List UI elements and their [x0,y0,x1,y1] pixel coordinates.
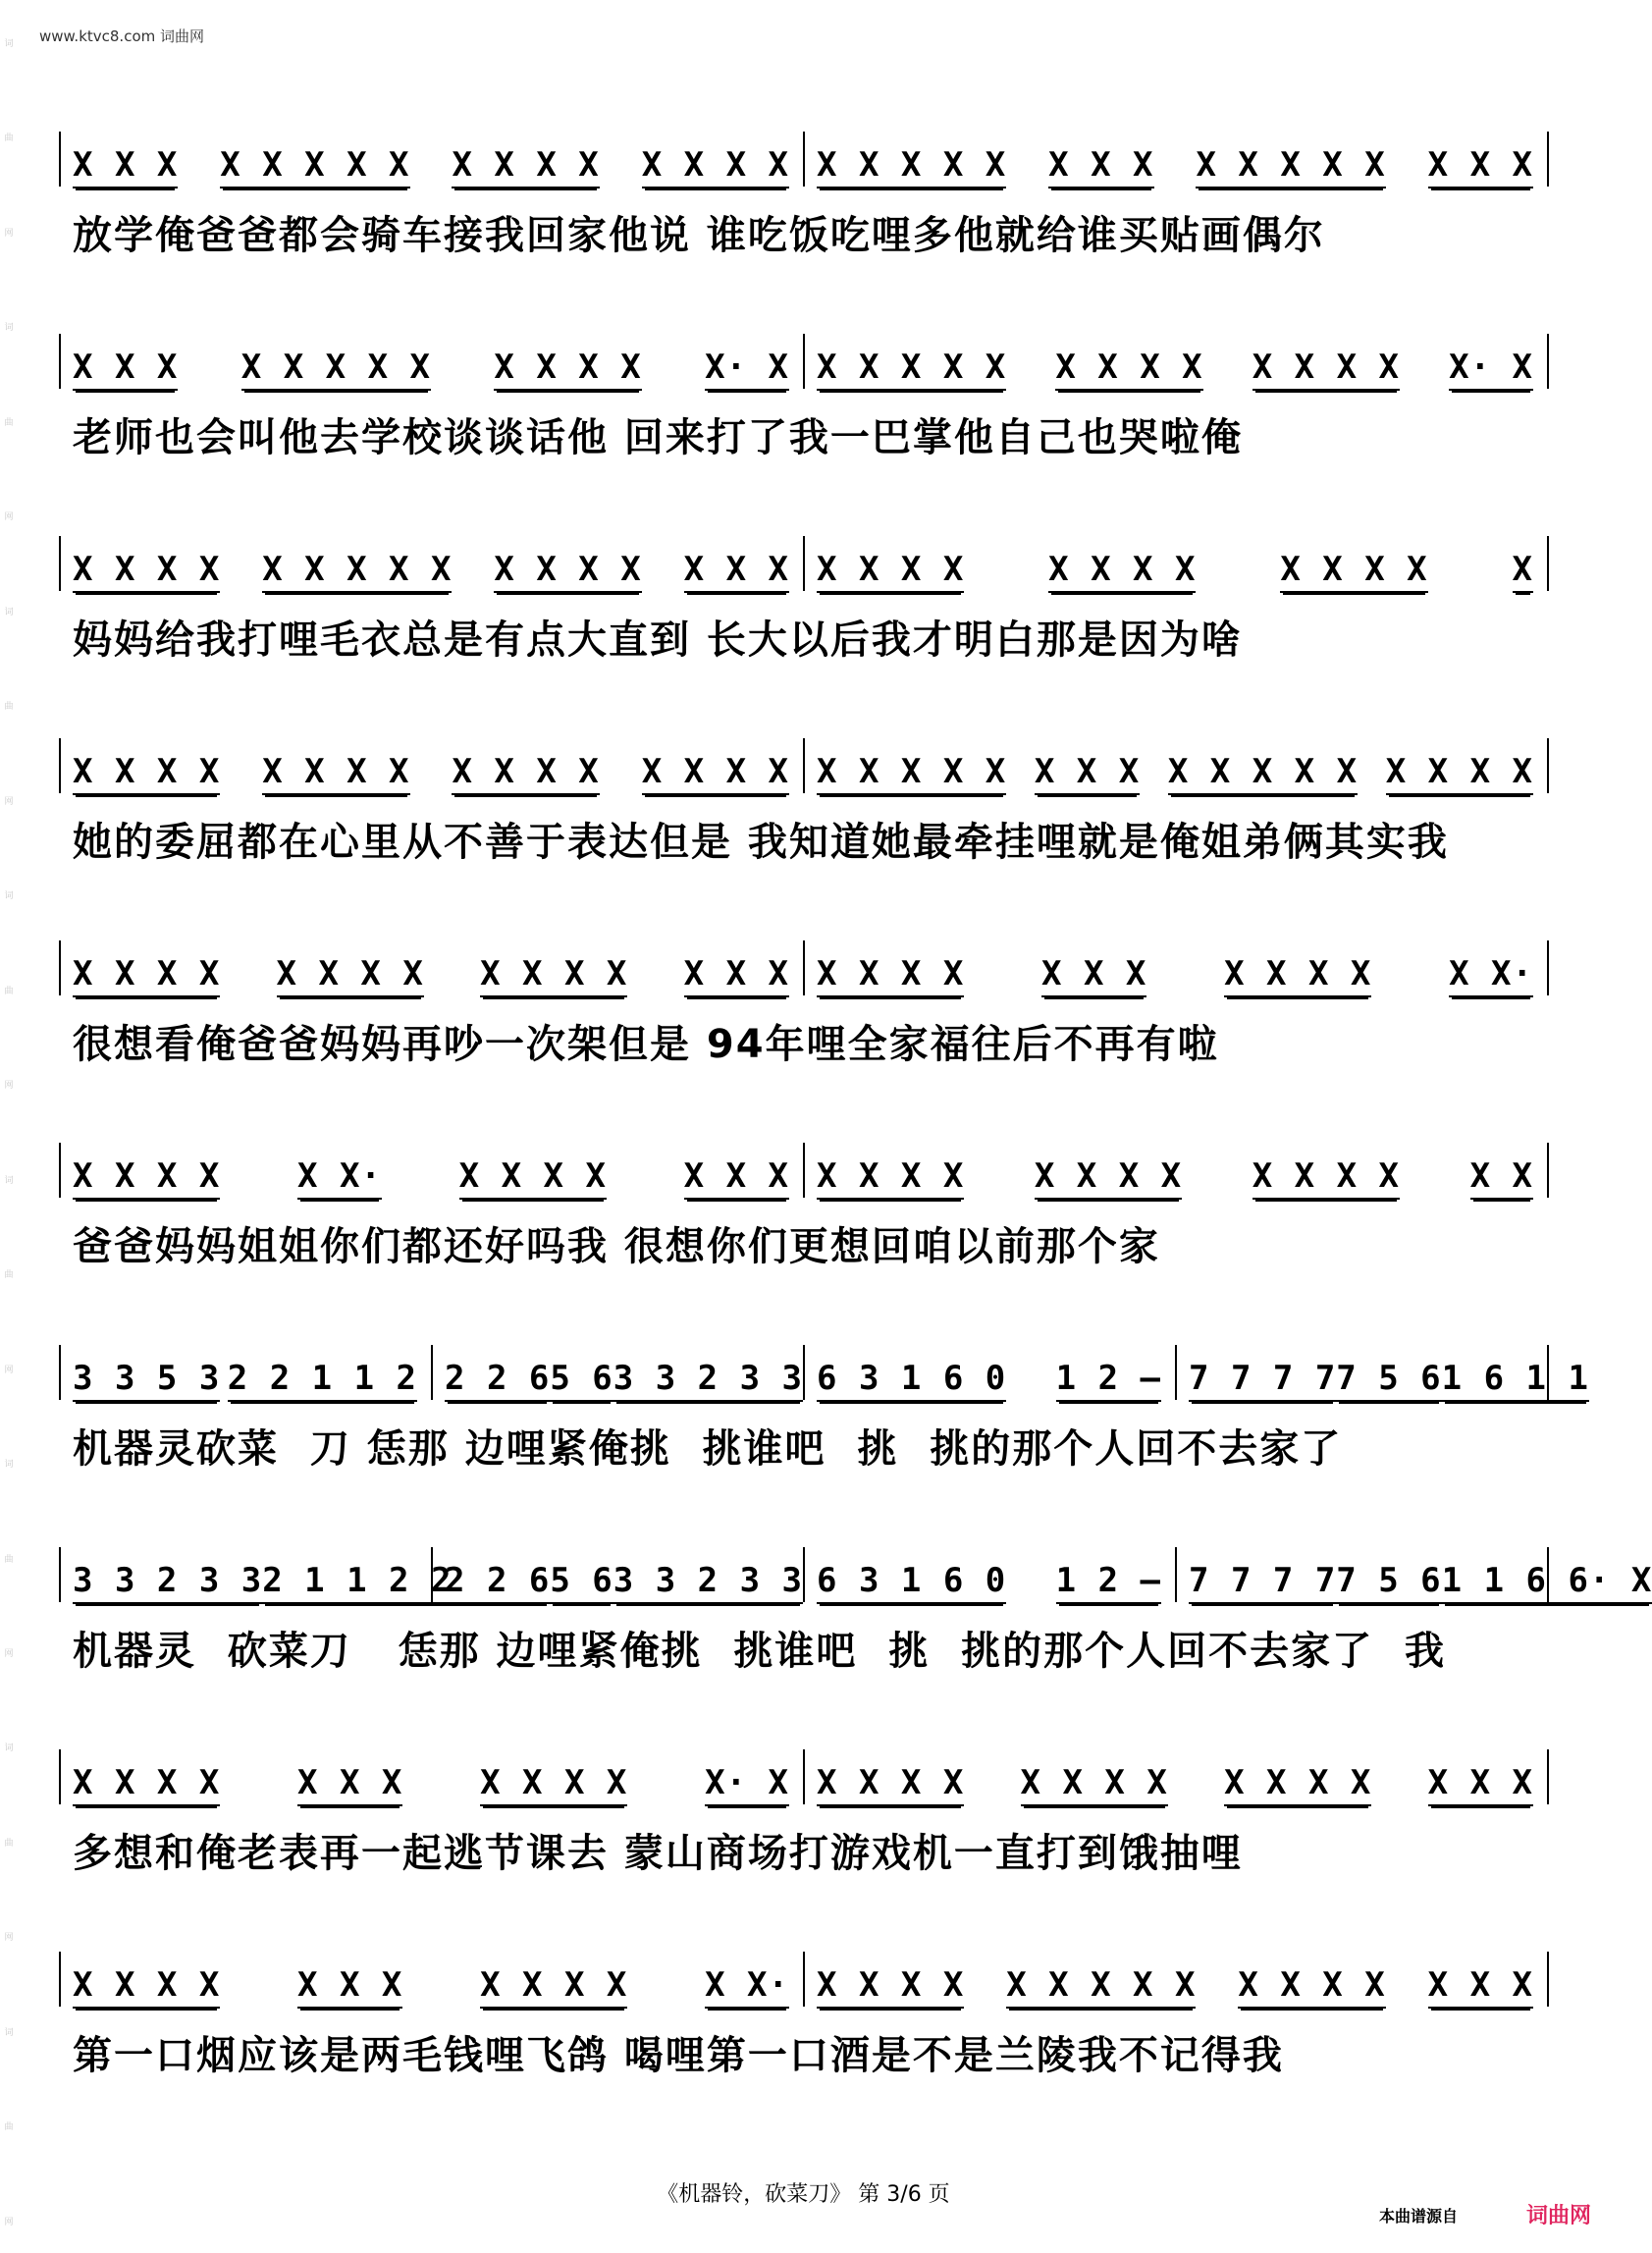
barline [1547,334,1549,389]
measure [73,130,789,188]
note-group: X· X [705,1763,789,1806]
note-group: X X X [1428,1965,1533,2009]
measure [445,1343,804,1402]
watermark-glyph: 曲 [4,2122,14,2133]
note-group: 3 3 2 3 3 [613,1359,803,1402]
note-group: X· X [705,348,789,391]
barline [59,1547,61,1602]
source-credit: 本曲谱源自 [1379,2207,1459,2226]
page-footer: 《机器铃，砍菜刀》 第 3/6 页 [657,2182,950,2207]
note-group: X X X X [1252,1156,1400,1200]
note-group: X X X X [73,1965,220,2009]
note-group: 7 7 7 7 [1189,1561,1336,1604]
watermark-glyph: 曲 [4,1270,14,1281]
note-group: X X X X [459,1156,607,1200]
barline [803,1952,805,2007]
note-group: 2 2 6 [445,1561,550,1604]
measure [817,1141,1533,1200]
note-group: X X X X [1280,550,1427,593]
note-group: X X X X [480,1763,627,1806]
score-system [59,1119,1551,1321]
watermark-glyph: 曲 [4,417,14,428]
score-system [59,1321,1589,1524]
note-group: X X X X [1055,348,1202,391]
watermark-glyph: 词 [4,39,14,49]
barline [803,738,805,793]
watermark-glyph: 曲 [4,1554,14,1565]
watermark-glyph: 词 [4,2027,14,2038]
note-group: X X X X [73,1156,220,1200]
note-group: X X X X X [220,145,409,188]
note-group: X X X X X [241,348,431,391]
watermark-glyph: 网 [4,1081,14,1092]
note-group: X X X X [452,145,599,188]
barline [1175,1345,1177,1400]
barline [1547,1952,1549,2007]
note-group: X X X X [73,954,220,997]
score-system [59,715,1551,917]
barline [431,1345,433,1400]
note-group: X X X X [480,1965,627,2009]
note-group: 1 1 6 6· X [1442,1561,1652,1604]
measure [1189,1545,1652,1604]
note-group: X X X X [494,550,641,593]
watermark-glyph: 曲 [4,986,14,996]
note-group: X X X X [1224,1763,1371,1806]
measure [817,736,1533,795]
watermark-glyph: 网 [4,512,14,523]
measure [73,736,789,795]
watermark-glyph: 词 [4,607,14,617]
note-group: X X X X X [817,752,1006,795]
watermark-glyph: 词 [4,1460,14,1471]
note-group: X X X X [73,1763,220,1806]
watermark-glyph: 曲 [4,134,14,144]
note-group: X X X [73,145,178,188]
watermark-glyph: 网 [4,228,14,239]
note-group: X X X X X [1196,145,1385,188]
score-system [59,108,1551,310]
measure [73,1545,453,1604]
note-group: X X X X [73,752,220,795]
score-system [59,1524,1652,1726]
watermark-glyph: 词 [4,1175,14,1186]
note-group: X X X [297,1965,402,2009]
note-group: X X· [705,1965,789,2009]
note-group: 3 3 2 3 3 [613,1561,803,1604]
barline [59,1143,61,1198]
barline [803,1345,805,1400]
note-group: X X X X X [1006,1965,1196,2009]
note-group: X X· [297,1156,382,1200]
note-group: X X X [1428,1763,1533,1806]
lyric-line: 第一口烟应该是两毛钱哩飞鸽 喝哩第一口酒是不是兰陵我不记得我 [73,2033,1284,2078]
lyric-line: 爸爸妈妈姐姐你们都还好吗我 很想你们更想回咱以前那个家 [73,1224,1160,1269]
watermark-glyph: 曲 [4,1838,14,1849]
note-group: X X X X [1224,954,1371,997]
barline [1175,1547,1177,1602]
measure [73,534,789,593]
note-group: 3 3 2 3 3 [73,1561,262,1604]
measure [73,1343,417,1402]
note-group: X X X X [494,348,641,391]
note-group: 7 7 7 7 [1189,1359,1336,1402]
watermark-glyph: 词 [4,323,14,334]
note-group: X X X X X [262,550,452,593]
note-group: X X X [1428,145,1533,188]
note-group: X X X [1041,954,1146,997]
note-group: X X X X [73,550,220,593]
note-group: X [1513,550,1533,593]
barline [59,334,61,389]
lyric-line: 机器灵 砍菜刀 恁那 边哩紧俺挑 挑谁吧 挑 挑的那个人回不去家了 我 [73,1629,1446,1674]
note-group: 7 5 6 [1336,1561,1441,1604]
lyric-line: 机器灵砍菜 刀 恁那 边哩紧俺挑 挑谁吧 挑 挑的那个人回不去家了 [73,1426,1343,1472]
note-group: 2 1 1 2 2 [262,1561,452,1604]
measure [817,1545,1161,1604]
barline [1547,132,1549,187]
lyric-line: 老师也会叫他去学校谈谈话他 回来打了我一巴掌他自己也哭啦俺 [73,415,1243,460]
note-group: X X X X [1238,1965,1385,2009]
note-group: X X X X [817,1965,964,2009]
note-group: X X [1470,1156,1533,1200]
note-group: 5 6 [550,1561,613,1604]
barline [1547,1749,1549,1804]
note-group: X X X [73,348,178,391]
measure [73,1141,789,1200]
watermark-glyph: 网 [4,2217,14,2227]
barline [1547,738,1549,793]
note-group: X X X X [277,954,424,997]
note-group: 6 3 1 6 0 [817,1561,1006,1604]
lyric-line: 她的委屈都在心里从不善于表达但是 我知道她最牵挂哩就是俺姐弟俩其实我 [73,820,1449,865]
measure [73,1747,789,1806]
barline [59,536,61,591]
note-group: 5 6 [550,1359,613,1402]
barline [59,1749,61,1804]
site-url: www.ktvc8.com 词曲网 [39,27,205,45]
note-group: X X X [684,1156,789,1200]
note-group: X X X X [642,145,789,188]
note-group: X X X [684,954,789,997]
note-group: X X X X [817,1156,964,1200]
barline [803,132,805,187]
note-group: 3 3 5 3 [73,1359,220,1402]
watermark-glyph: 词 [4,1743,14,1754]
note-group: X X X [1048,145,1153,188]
brand-logo-text: 词曲网 [1526,2204,1592,2228]
note-group: X X X X [1021,1763,1168,1806]
measure [817,1343,1161,1402]
note-group: X X X X [262,752,409,795]
barline [59,940,61,995]
note-group: 1 2 – [1056,1561,1161,1604]
note-group: 1 6 1 1 [1442,1359,1589,1402]
watermark-glyph: 词 [4,891,14,902]
side-watermark [2,39,16,2228]
measure [1189,1343,1589,1402]
barline [59,132,61,187]
note-group: X X X X X [817,145,1006,188]
note-group: X X X X [817,954,964,997]
barline [803,1143,805,1198]
watermark-glyph: 曲 [4,702,14,713]
note-group: X X X X [480,954,627,997]
note-group: X X X X [817,1763,964,1806]
note-group: X X· [1449,954,1533,997]
note-group: X· X [1449,348,1533,391]
note-group: X X X [297,1763,402,1806]
note-group: X X X X [1035,1156,1182,1200]
note-group: X X X X [452,752,599,795]
barline [1547,536,1549,591]
score-system [59,1928,1551,2130]
barline [803,536,805,591]
lyric-line: 多想和俺老表再一起逃节课去 蒙山商场打游戏机一直打到饿抽哩 [73,1831,1243,1876]
barline [803,1749,805,1804]
note-group: 2 2 6 [445,1359,550,1402]
barline [803,940,805,995]
measure [817,1950,1533,2009]
measure [73,939,789,997]
note-group: 1 2 – [1056,1359,1161,1402]
note-group: X X X X [1048,550,1196,593]
score-system [59,1726,1551,1928]
barline [803,334,805,389]
note-group: 7 5 6 [1336,1359,1441,1402]
note-group: X X X [1035,752,1140,795]
watermark-glyph: 网 [4,1933,14,1944]
score-system [59,512,1551,715]
lyric-line: 很想看俺爸爸妈妈再吵一次架但是 94年哩全家福往后不再有啦 [73,1022,1219,1067]
note-group: X X X [684,550,789,593]
measure [817,332,1533,391]
watermark-glyph: 网 [4,1648,14,1659]
barline [59,1345,61,1400]
measure [817,939,1533,997]
note-group: 6 3 1 6 0 [817,1359,1006,1402]
barline [59,1952,61,2007]
measure [817,130,1533,188]
note-group: X X X X [817,550,964,593]
measure [817,1747,1533,1806]
measure [73,332,789,391]
watermark-glyph: 网 [4,1365,14,1375]
measure [445,1545,804,1604]
barline [803,1547,805,1602]
score-system [59,917,1551,1119]
lyric-line: 妈妈给我打哩毛衣总是有点大直到 长大以后我才明白那是因为啥 [73,617,1243,663]
watermark-glyph: 网 [4,796,14,807]
score-system [59,310,1551,512]
lyric-line: 放学俺爸爸都会骑车接我回家他说 谁吃饭吃哩多他就给谁买贴画偶尔 [73,213,1325,258]
note-group: X X X X X [1168,752,1358,795]
note-group: X X X X X [817,348,1006,391]
barline [59,738,61,793]
score-page [59,108,1652,2130]
note-group: 2 2 1 1 2 [228,1359,417,1402]
measure [73,1950,789,2009]
barline [1547,940,1549,995]
measure [817,534,1533,593]
barline [1547,1143,1549,1198]
note-group: X X X X [642,752,789,795]
note-group: X X X X [1252,348,1400,391]
note-group: X X X X [1386,752,1533,795]
